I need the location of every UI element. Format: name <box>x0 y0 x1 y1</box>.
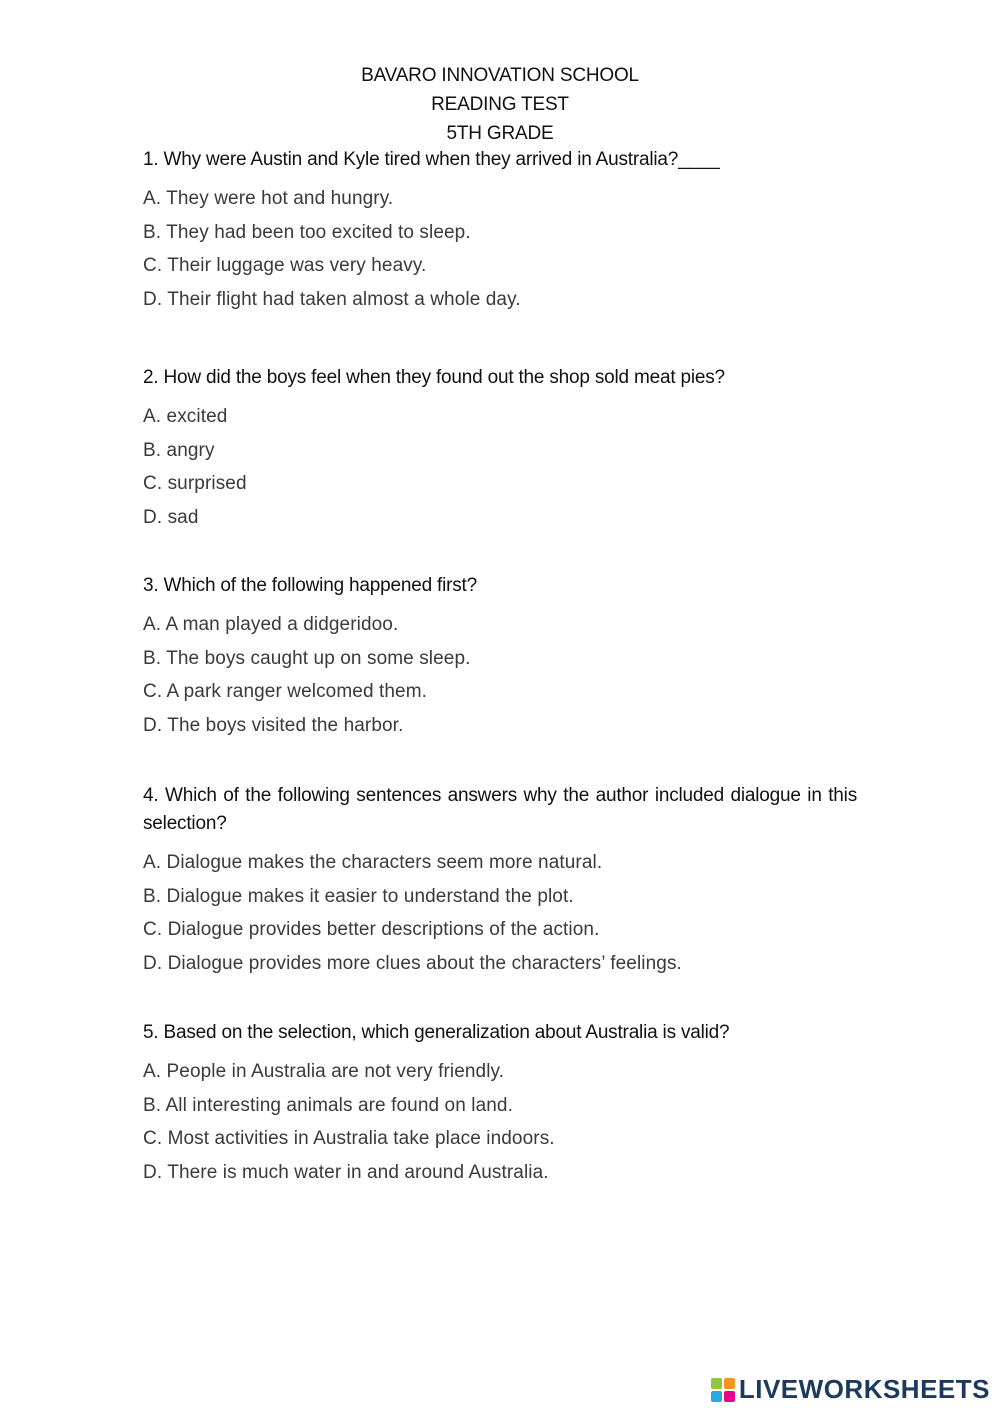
logo-tile-icon <box>724 1391 735 1402</box>
answer-option[interactable]: D. sad <box>143 506 199 528</box>
brand-wordmark: LIVEWORKSHEETS <box>738 1374 990 1404</box>
logo-tile-icon <box>711 1378 722 1389</box>
grade-label: 5TH GRADE <box>446 123 554 144</box>
answer-option[interactable]: B. Dialogue makes it easier to understand the plot. <box>143 885 574 907</box>
answer-option[interactable]: D. There is much water in and around Australia. <box>143 1161 549 1183</box>
answer-option[interactable]: A. People in Australia are not very friendly. <box>143 1061 505 1082</box>
answer-option[interactable]: D. The boys visited the harbor. <box>143 714 404 736</box>
answer-option[interactable]: B. angry <box>143 439 215 461</box>
question-3 <box>143 572 857 742</box>
answer-option[interactable]: C. A park ranger welcomed them. <box>143 681 428 703</box>
school-name: BAVARO INNOVATION SCHOOL <box>361 65 639 86</box>
answer-option[interactable]: C. surprised <box>143 473 247 495</box>
document-header <box>0 61 1000 148</box>
answer-option[interactable]: A. excited <box>143 406 228 427</box>
question-text: 5. Based on the selection, which generalization about Australia is valid? <box>143 1022 730 1043</box>
answer-option[interactable]: B. The boys caught up on some sleep. <box>143 647 471 669</box>
liveworksheets-logo <box>711 1374 990 1405</box>
question-5 <box>143 1019 857 1189</box>
logo-tile-icon <box>724 1378 735 1389</box>
answer-option[interactable]: B. They had been too excited to sleep. <box>143 221 471 243</box>
question-text: 3. Which of the following happened first? <box>143 575 478 596</box>
test-title: READING TEST <box>431 94 569 115</box>
question-text: 2. How did the boys feel when they found out the shop sold meat pies? <box>143 367 725 388</box>
question-2 <box>143 364 857 534</box>
answer-option[interactable]: D. Dialogue provides more clues about the characters’ feelings. <box>143 952 682 974</box>
answer-option[interactable]: A. A man played a didgeridoo. <box>143 614 399 635</box>
answer-option[interactable]: D. Their flight had taken almost a whole day. <box>143 288 521 310</box>
answer-option[interactable]: C. Their luggage was very heavy. <box>143 255 427 277</box>
logo-grid-icon <box>711 1378 735 1402</box>
answer-option[interactable]: B. All interesting animals are found on land. <box>143 1094 513 1116</box>
answer-option[interactable]: A. They were hot and hungry. <box>143 188 394 209</box>
answer-option[interactable]: C. Most activities in Australia take place indoors. <box>143 1128 555 1150</box>
answer-option[interactable]: C. Dialogue provides better descriptions of the action. <box>143 919 600 941</box>
logo-tile-icon <box>711 1391 722 1402</box>
question-text: 4. Which of the following sentences answers why the author included dialogue in this selection? <box>143 785 857 834</box>
question-text: 1. Why were Austin and Kyle tired when they arrived in Australia?____ <box>143 149 720 170</box>
question-4 <box>143 782 857 980</box>
answer-option[interactable]: A. Dialogue makes the characters seem more natural. <box>143 852 603 873</box>
question-1 <box>143 146 857 316</box>
